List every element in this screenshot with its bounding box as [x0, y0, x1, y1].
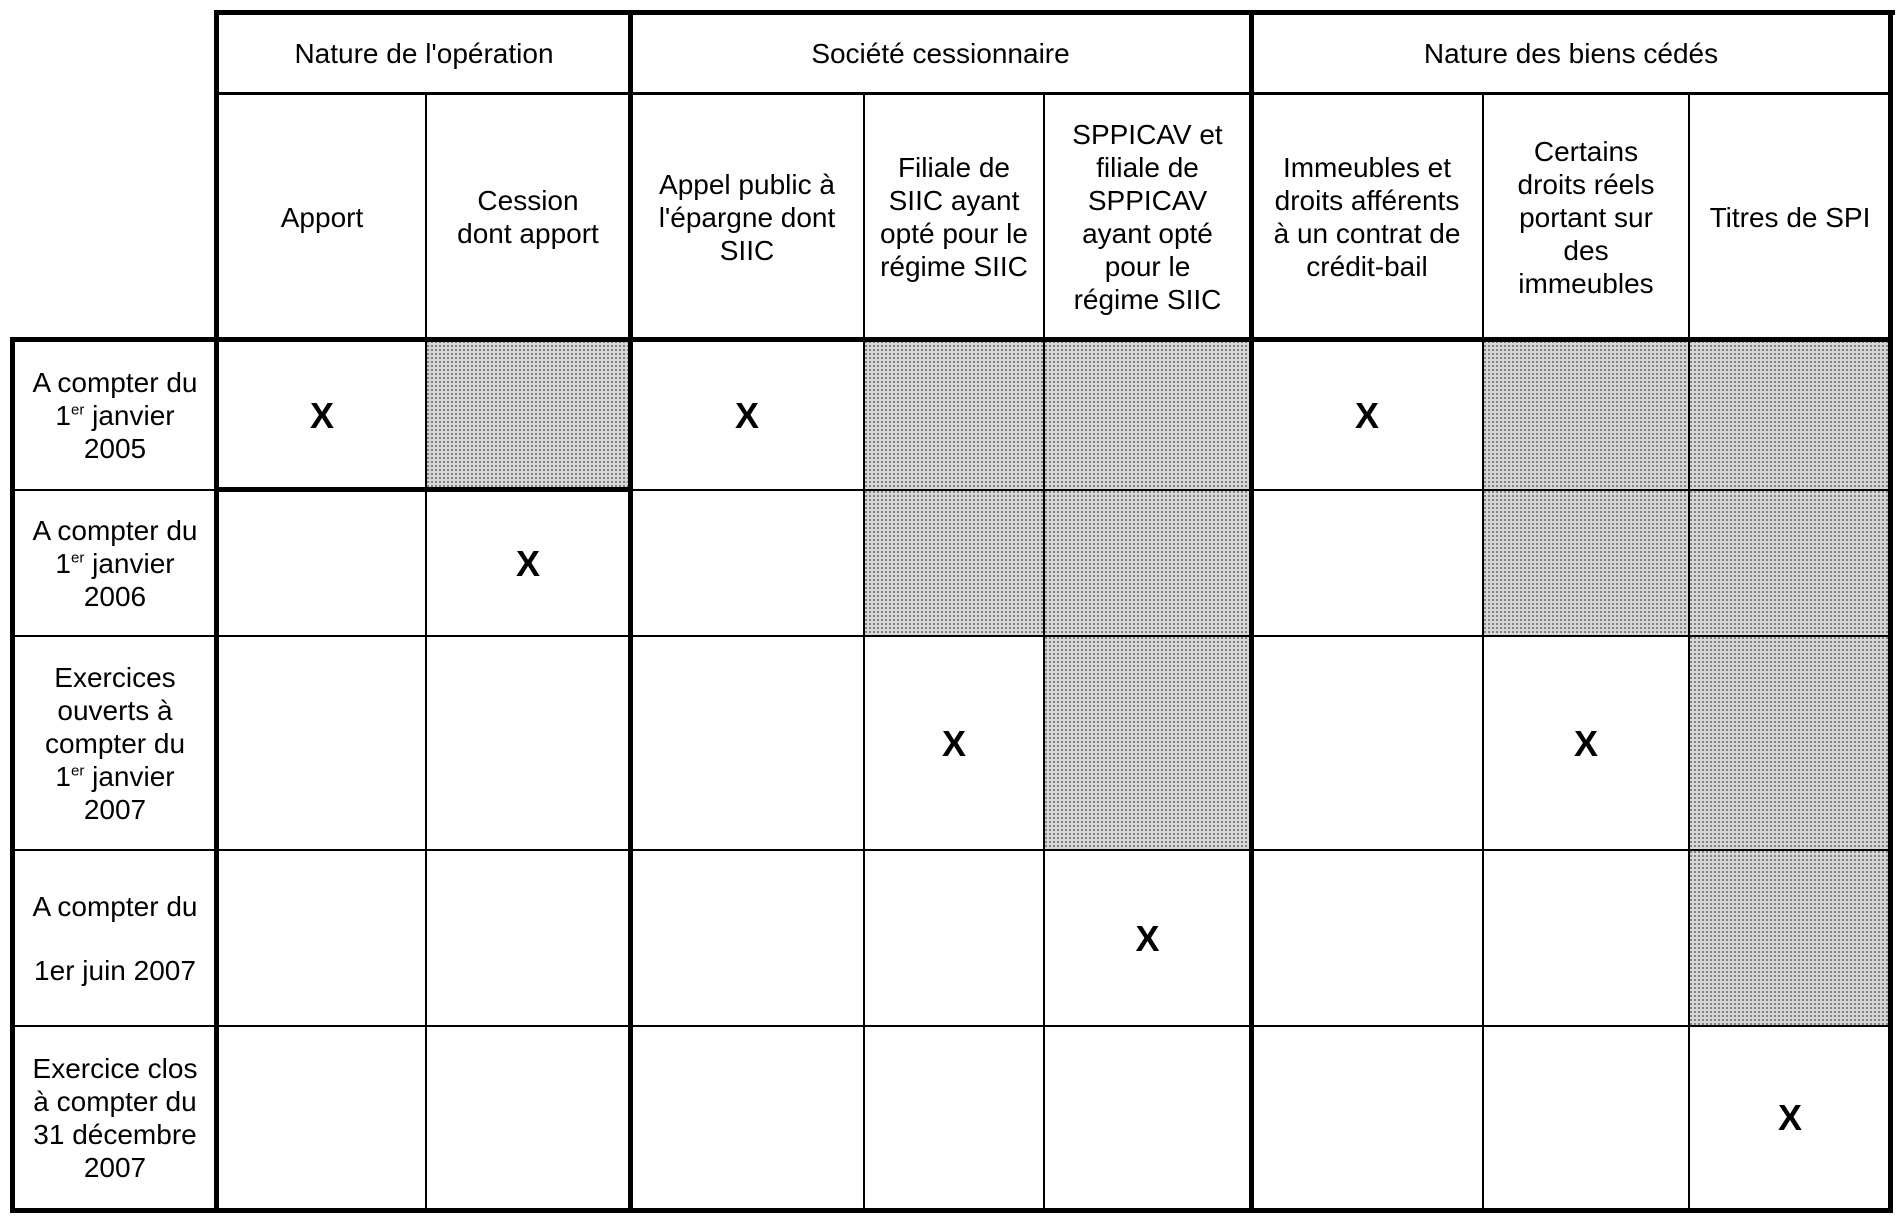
cell-empty [1251, 490, 1483, 636]
col-header-filiale-siic: Filiale de SIIC ayant opté pour le régime SIIC [880, 152, 1028, 282]
grid-col-line-2 [1043, 92, 1045, 1210]
row-label-2006: A compter du 1er janvier 2006 [32, 514, 198, 612]
cell-empty [1483, 1026, 1689, 1209]
cell-empty [426, 1026, 630, 1209]
cell-shaded [426, 340, 630, 490]
cell-mark-text: X [515, 542, 540, 584]
grid-group-divider-1 [628, 10, 633, 1213]
cell-mark [1251, 340, 1483, 490]
col-header-cession: Cession dont apport [457, 185, 599, 249]
cell-empty [1251, 636, 1483, 850]
cell-empty [630, 490, 864, 636]
grid-row-line-1 [12, 635, 1891, 637]
cell-shaded [1044, 636, 1251, 850]
cell-shaded [1483, 490, 1689, 636]
cell-mark [1044, 850, 1251, 1026]
cell-shaded [1689, 636, 1891, 850]
col-header-droits-reels: Certains droits réels portant sur des immeubles [1517, 135, 1655, 299]
cell-empty [1483, 850, 1689, 1026]
cell-mark-text: X [1354, 394, 1379, 436]
grid-group-divider-2 [1249, 10, 1254, 1213]
cell-mark-text: X [1573, 722, 1598, 764]
cell-shaded [1483, 340, 1689, 490]
cell-mark [218, 340, 426, 490]
cell-mark-text: X [1135, 917, 1160, 959]
cell-mark [426, 490, 630, 636]
grid-row-line-2 [12, 849, 1891, 851]
grid-col-line-1 [863, 92, 865, 1210]
cell-shaded [1689, 490, 1891, 636]
grid-group-header-bottom [214, 92, 1893, 95]
cell-empty [218, 490, 426, 636]
grid-col-line-4 [1688, 92, 1690, 1210]
cell-mark-text: X [309, 394, 334, 436]
cell-mark [864, 636, 1044, 850]
col-header-titres-spi: Titres de SPI [1709, 201, 1871, 233]
row-label-decembre-2007: Exercice clos à compter du 31 décembre 2007 [32, 1052, 198, 1183]
cell-empty [630, 1026, 864, 1209]
grid-header-bottom [10, 337, 1893, 342]
cell-empty [630, 636, 864, 850]
cell-shaded [864, 340, 1044, 490]
cell-shaded [1689, 340, 1891, 490]
cell-mark-text: X [1777, 1097, 1802, 1138]
grid-col-line-3 [1482, 92, 1484, 1210]
col-header-immeubles: Immeubles et droits afférents à un contrat de crédit-bail [1273, 152, 1461, 282]
grid-left-header [214, 10, 219, 1213]
cell-empty [218, 636, 426, 850]
cell-empty [1251, 1026, 1483, 1209]
group-header-societe-cessionnaire: Société cessionnaire [811, 37, 1070, 69]
grid-first-row-bold [214, 487, 632, 492]
cell-shaded [1689, 850, 1891, 1026]
row-label-2007-exercices: Exercices ouverts à compter du 1er janvier 2007 [44, 661, 186, 825]
cell-empty [218, 850, 426, 1026]
cell-empty [426, 850, 630, 1026]
grid-row-line-3 [12, 1025, 1891, 1027]
grid-bottom [10, 1208, 1893, 1213]
cell-empty [426, 636, 630, 850]
cell-shaded [864, 490, 1044, 636]
row-label-2005: A compter du 1er janvier 2005 [32, 366, 198, 464]
cell-mark [630, 340, 864, 490]
grid-right [1888, 10, 1893, 1213]
group-header-nature-biens: Nature des biens cédés [1423, 37, 1719, 69]
cell-empty [864, 1026, 1044, 1209]
grid-top [214, 10, 1895, 15]
cell-empty [864, 850, 1044, 1026]
cell-empty [1251, 850, 1483, 1026]
cell-shaded [1044, 490, 1251, 636]
cell-empty [1044, 1026, 1251, 1209]
grid-col-line-0 [425, 92, 427, 1210]
col-header-apport: Apport [280, 201, 364, 233]
group-header-nature-operation: Nature de l'opération [294, 37, 554, 69]
cell-mark-text: X [941, 722, 966, 764]
cell-empty [630, 850, 864, 1026]
cell-empty [218, 1026, 426, 1209]
col-header-sppicav: SPPICAV et filiale de SPPICAV ayant opté pour le régime SIIC [1072, 119, 1223, 315]
cell-mark [1689, 1026, 1891, 1209]
cell-mark [1483, 636, 1689, 850]
grid-left-labels [10, 337, 15, 1213]
cell-mark-text: X [734, 394, 759, 436]
row-label-juin-2007: A compter du 1er juin 2007 [32, 890, 198, 986]
col-header-appel-public: Appel public à l'épargne dont SIIC [658, 168, 836, 266]
cell-shaded [1044, 340, 1251, 490]
